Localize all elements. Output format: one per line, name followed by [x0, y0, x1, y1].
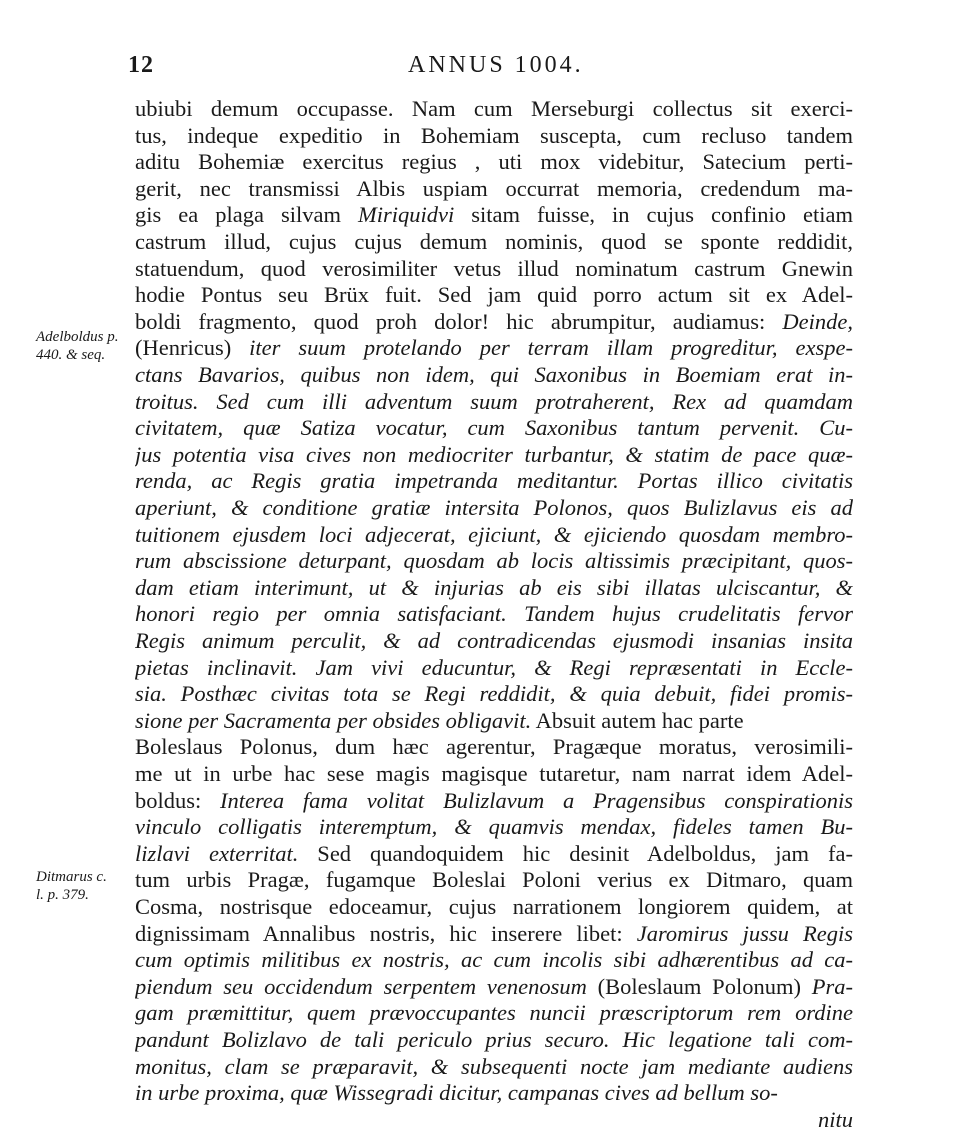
text-line: [135, 999, 853, 1026]
text-line: [135, 441, 853, 468]
text-line: [135, 813, 853, 840]
text-run: hodie Pontus seu Brüx fuit. Sed jam quid porro actum sit ex Adel-: [135, 282, 853, 308]
italic-quotation: ctans Bavarios, quibus non idem, qui Saxonibus in Boemiam erat in-: [135, 362, 853, 387]
text-run: tus, indeque expeditio in Bohemiam suscepta, cum recluso tandem: [135, 122, 853, 148]
italic-quotation: cum optimis militibus ex nostris, ac cum incolis sibi adhærentibus ad ca-: [135, 947, 853, 973]
text-line: [135, 866, 853, 893]
italic-quotation: Regis animum perculit, & ad contradicendas ejusmodi insanias insita: [135, 628, 853, 653]
italic-quotation: nitu: [817, 1106, 853, 1132]
italic-quotation: dam etiam interimunt, ut & injurias ab eis sibi illatas ulciscantur, &: [135, 574, 853, 600]
text-run: gerit, nec transmissi Albis uspiam occurrat memoria, credendum ma-: [135, 175, 853, 201]
italic-quotation: pandunt Bolizlavo de tali periculo prius securo. Hic legatione tali com-: [135, 1027, 853, 1052]
text-line: [135, 361, 853, 388]
text-line: [135, 627, 853, 654]
text-line: [135, 893, 853, 920]
margin-note-adelboldus: [36, 328, 119, 364]
text-run: tum urbis Pragæ, fugamque Boleslai Poloni verius ex Ditmaro, quam: [135, 867, 853, 893]
italic-quotation: Miriquidvi: [357, 202, 455, 228]
text-run: Boleslaus Polonus, dum hæc agerentur, Pragæque moratus, verosimili-: [135, 734, 853, 760]
text-line: [135, 1026, 853, 1053]
italic-quotation: Deinde,: [782, 308, 853, 334]
text-line: [135, 733, 853, 760]
text-line: [135, 973, 853, 1000]
page-number: 12: [128, 52, 154, 78]
text-line: [135, 414, 853, 441]
text-run: Sed quandoquidem hic desinit Adelboldus, jam fa-: [298, 840, 853, 866]
text-line: [135, 707, 853, 734]
running-title: ANNUS 1004.: [408, 52, 584, 78]
text-line: [135, 654, 853, 681]
text-line: [135, 521, 853, 548]
text-line: [135, 760, 853, 787]
italic-quotation: renda, ac Regis gratia impetranda meditantur. Portas illico civitatis: [135, 468, 853, 494]
text-line: [135, 388, 853, 415]
text-run: boldi fragmento, quod proh dolor! hic abrumpitur, audiamus:: [135, 308, 783, 334]
italic-quotation: pietas inclinavit. Jam vivi educuntur, & Regi repræsentati in Eccle-: [135, 654, 853, 680]
text-line: [135, 148, 853, 175]
text-line: [135, 334, 853, 361]
text-line: [135, 228, 853, 255]
italic-quotation: in urbe proxima, quæ Wissegradi dicitur, campanas cives ad bellum so-: [135, 1080, 778, 1106]
text-line: [135, 494, 853, 521]
italic-quotation: sia. Posthæc civitas tota se Regi reddidit, & quia debuit, fidei promis-: [135, 681, 853, 707]
italic-quotation: Jaromirus jussu Regis: [636, 920, 853, 946]
text-run: castrum illud, cujus cujus demum nominis, quod se sponte reddidit,: [135, 229, 853, 254]
text-run: (Boleslaum Polonum): [586, 973, 812, 999]
italic-quotation: gam præmittitur, quem prævoccupantes nuncii præscriptorum rem ordine: [135, 1000, 853, 1026]
text-run: aditu Bohemiæ exercitus regius , uti mox videbitur, Satecium perti-: [135, 149, 853, 175]
text-run: (Henricus): [135, 335, 250, 361]
margin-note-line: l. p. 379.: [36, 887, 89, 903]
text-run: Absuit autem hac parte: [531, 707, 744, 733]
text-line: [135, 255, 853, 282]
text-line: [135, 574, 853, 601]
text-run: boldus:: [135, 787, 221, 813]
italic-quotation: rum abscissione deturpant, quosdam ab locis altissimis præcipitant, quos-: [135, 548, 853, 574]
italic-quotation: tuitionem ejusdem loci adjecerat, ejiciunt, & ejiciendo quosdam membro-: [135, 521, 853, 547]
text-line: [135, 1079, 853, 1106]
text-line: [135, 680, 853, 707]
margin-note-ditmarus: [36, 868, 107, 904]
italic-quotation: Interea fama volitat Bulizlavum a Pragensibus conspirationis: [220, 787, 853, 813]
text-run: sitam fuisse, in cujus confinio etiam: [454, 202, 853, 228]
text-line: [135, 467, 853, 494]
italic-quotation: sione per Sacramenta per obsides obligavit.: [135, 707, 532, 733]
italic-quotation: jus potentia visa cives non mediocriter turbantur, & statim de pace quæ-: [135, 441, 853, 467]
italic-quotation: Pra-: [811, 973, 853, 999]
margin-note-line: Adelboldus p.: [36, 329, 119, 345]
text-line: [135, 122, 853, 149]
text-line: [135, 600, 853, 627]
italic-quotation: troitus. Sed cum illi adventum suum protraherent, Rex ad quamdam: [135, 388, 853, 414]
text-line: [135, 547, 853, 574]
text-line: [135, 201, 853, 228]
text-line: [135, 1053, 853, 1080]
text-run: gis ea plaga silvam: [135, 202, 358, 228]
italic-quotation: civitatem, quæ Satiza vocatur, cum Saxonibus tantum pervenit. Cu-: [135, 415, 853, 441]
text-line: [135, 175, 853, 202]
italic-quotation: aperiunt, & conditione gratiæ intersita Polonos, quos Bulizlavus eis ad: [135, 495, 853, 520]
italic-quotation: lizlavi exterritat.: [135, 840, 299, 866]
text-line: [135, 308, 853, 335]
margin-note-line: Ditmarus c.: [36, 869, 107, 885]
margin-note-line: 440. & seq.: [36, 347, 106, 363]
text-run: me ut in urbe hac sese magis magisque tutaretur, nam narrat idem Adel-: [135, 761, 853, 786]
text-line: [135, 946, 853, 973]
italic-quotation: honori regio per omnia satisfaciant. Tandem hujus crudelitatis fervor: [135, 601, 853, 627]
text-line: [135, 920, 853, 947]
italic-quotation: piendum seu occidendum serpentem venenosum: [135, 973, 587, 999]
text-line: [135, 840, 853, 867]
text-run: statuendum, quod verosimiliter vetus illud nominatum castrum Gnewin: [135, 255, 853, 281]
text-line: [135, 281, 853, 308]
italic-quotation: monitus, clam se præparavit, & subsequenti nocte jam mediante audiens: [135, 1053, 853, 1079]
text-run: Cosma, nostrisque edoceamur, cujus narrationem longiorem quidem, at: [135, 894, 853, 919]
italic-quotation: iter suum protelando per terram illam progreditur, exspe-: [249, 335, 853, 361]
text-run: ubiubi demum occupasse. Nam cum Merseburgi collectus sit exerci-: [135, 96, 853, 121]
text-line: [135, 95, 853, 122]
text-line: [135, 787, 853, 814]
italic-quotation: vinculo colligatis interemptum, & quamvis mendax, fideles tamen Bu-: [135, 814, 853, 840]
text-run: dignissimam Annalibus nostris, hic inserere libet:: [135, 920, 637, 946]
